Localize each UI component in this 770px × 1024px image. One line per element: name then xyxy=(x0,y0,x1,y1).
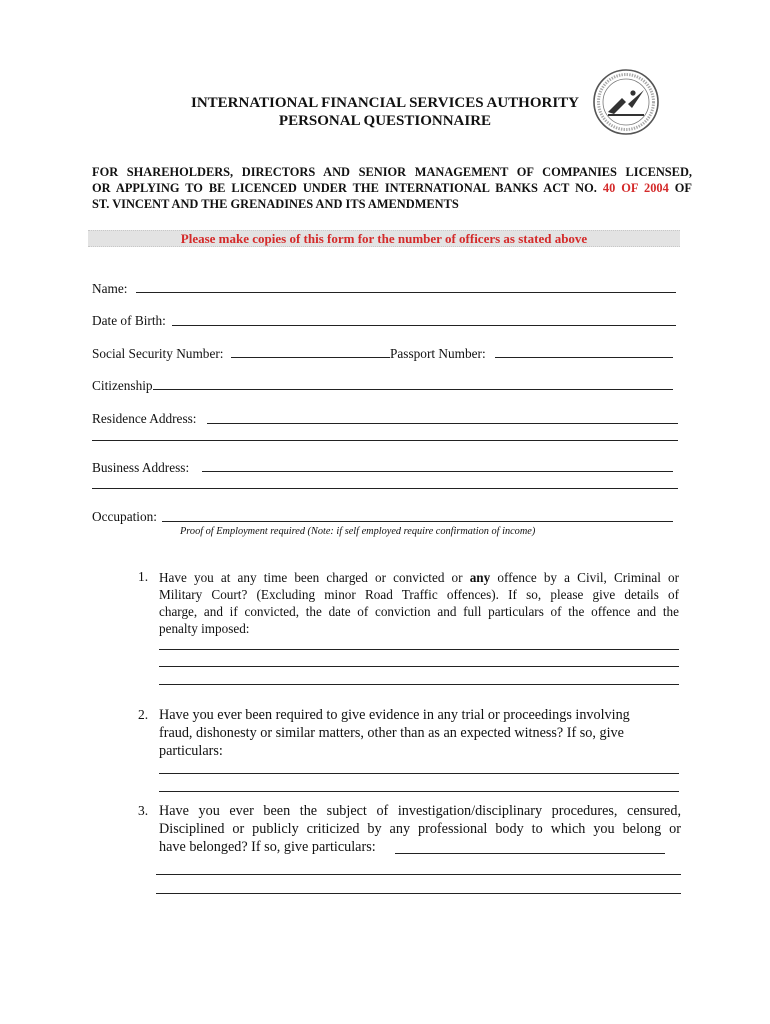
passport-field[interactable] xyxy=(495,357,673,358)
question-1-line-1-end: offence by a Civil, Criminal or xyxy=(490,570,679,585)
question-3-line-3: have belonged? If so, give particulars: xyxy=(159,839,376,855)
residence-address-label: Residence Address: xyxy=(92,411,197,426)
occupation-field[interactable] xyxy=(162,521,673,522)
passport-label: Passport Number: xyxy=(390,346,486,361)
page-title xyxy=(0,94,770,130)
intro-line-2-text: OR APPLYING TO BE LICENCED UNDER THE INTERNATIONAL BANKS ACT NO. xyxy=(92,181,603,195)
question-1-line-3: charge, and if convicted, the date of conviction and full particulars of the offence and the xyxy=(159,604,679,619)
title-line-2: PERSONAL QUESTIONNAIRE xyxy=(278,113,492,129)
question-2-answer-line-2[interactable] xyxy=(159,791,679,792)
question-1-number: 1. xyxy=(138,569,149,584)
dob-field[interactable] xyxy=(172,325,676,326)
question-2-line-2: fraud, dishonesty or similar matters, other than as an expected witness? If so, give xyxy=(159,725,624,741)
question-1-answer-line-1[interactable] xyxy=(159,649,679,650)
act-number: 40 OF 2004 xyxy=(602,181,669,195)
question-3-answer-line-1[interactable] xyxy=(156,874,681,875)
intro-line-2 xyxy=(92,180,692,196)
question-1-line-1-start: Have you at any time been charged or convicted or xyxy=(159,570,470,585)
question-1-line-4: penalty imposed: xyxy=(159,621,250,636)
question-1-text xyxy=(159,569,679,637)
intro-line-2-end: OF xyxy=(668,181,692,195)
dob-label: Date of Birth: xyxy=(92,313,166,328)
residence-address-field-2[interactable] xyxy=(92,440,678,441)
question-3-answer-line-2[interactable] xyxy=(156,893,681,894)
ssn-label: Social Security Number: xyxy=(92,346,224,361)
question-1-emphasis: any xyxy=(469,570,491,585)
question-1-answer-line-2[interactable] xyxy=(159,666,679,667)
question-3-text xyxy=(159,802,681,856)
citizenship-field[interactable] xyxy=(153,389,673,390)
occupation-label: Occupation: xyxy=(92,509,157,524)
question-3-line-1: Have you ever been the subject of investigation/disciplinary procedures, censured, xyxy=(159,803,681,819)
intro-paragraph xyxy=(92,164,692,212)
business-address-field[interactable] xyxy=(202,471,673,472)
residence-address-field[interactable] xyxy=(207,423,678,424)
question-1-answer-line-3[interactable] xyxy=(159,684,679,685)
intro-line-3: ST. VINCENT AND THE GRENADINES AND ITS AMENDMENTS xyxy=(92,197,459,211)
question-2-number: 2. xyxy=(138,707,149,722)
business-address-field-2[interactable] xyxy=(92,488,678,489)
question-1-line-1 xyxy=(159,569,679,586)
question-2-text xyxy=(159,706,679,760)
ssn-field[interactable] xyxy=(231,357,390,358)
question-3-answer-inline[interactable] xyxy=(395,853,665,854)
question-2-answer-line-1[interactable] xyxy=(159,773,679,774)
business-address-label: Business Address: xyxy=(92,460,190,475)
intro-line-1: FOR SHAREHOLDERS, DIRECTORS AND SENIOR MANAGEMENT OF COMPANIES LICENSED, xyxy=(92,165,692,179)
occupation-note: Proof of Employment required (Note: if self employed require confirmation of income) xyxy=(180,526,536,537)
copies-banner: Please make copies of this form for the number of officers as stated above xyxy=(88,230,680,247)
title-line-1: INTERNATIONAL FINANCIAL SERVICES AUTHORITY xyxy=(190,95,580,111)
citizenship-label: Citizenship xyxy=(92,378,153,393)
name-field[interactable] xyxy=(136,292,676,293)
question-2-line-3: particulars: xyxy=(159,743,223,759)
question-3-number: 3. xyxy=(138,803,149,818)
name-label: Name: xyxy=(92,281,128,296)
question-2-line-1: Have you ever been required to give evidence in any trial or proceedings involving xyxy=(159,707,630,723)
question-3-line-2: Disciplined or publicly criticized by any professional body to which you belong or xyxy=(159,821,681,837)
question-1-line-2: Military Court? (Excluding minor Road Traffic offences). If so, please give details of xyxy=(159,587,679,602)
